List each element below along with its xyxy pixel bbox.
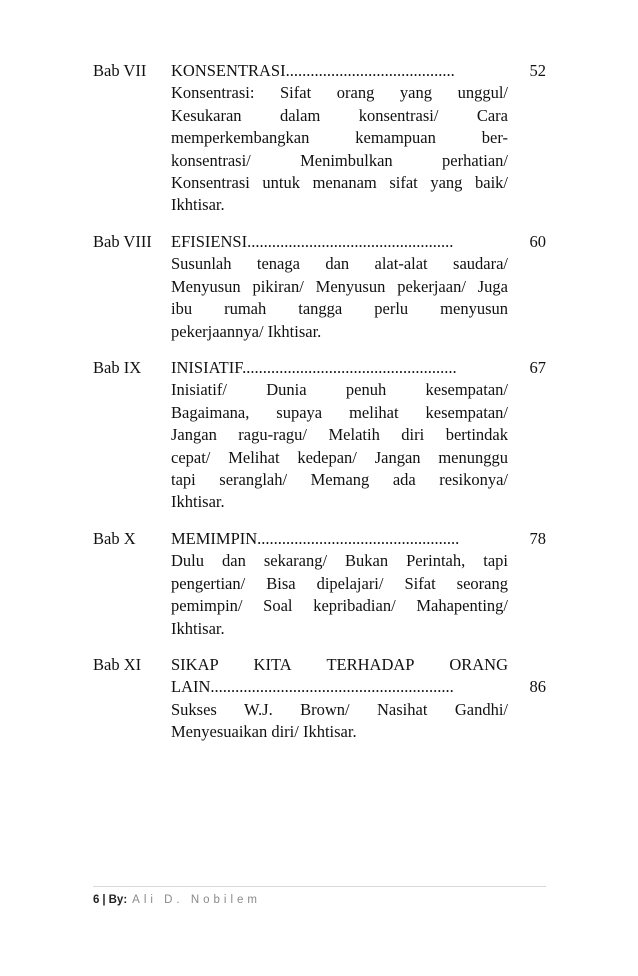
description-line: cepat/ Melihat kedepan/ Jangan menunggu [171,447,508,467]
description-line: pemimpin/ Soal kepribadian/ Mahapenting/ [171,596,508,616]
chapter-number: Bab IX [93,358,142,377]
chapter-number: Bab VII [93,61,147,80]
page-number: 52 [529,61,546,80]
chapter-number: Bab VIII [93,232,152,251]
description-line: memperkembangkan kemampuan ber- [171,128,508,148]
description-line: Jangan ragu-ragu/ Melatih diri bertindak [171,425,508,445]
description-line: Konsentrasi untuk menanam sifat yang baik/ [171,173,508,193]
chapter-description [171,82,508,216]
description-line: Dulu dan sekarang/ Bukan Perintah, tapi [171,551,508,571]
description-line: Ikhtisar. [171,195,225,215]
description-line: Ikhtisar. [171,618,225,638]
chapter-title [171,654,508,676]
description-line: Bagaimana, supaya melihat kesempatan/ [171,402,508,422]
footer-divider [93,886,546,887]
description-line: ibu rumah tangga perlu menyusun [171,299,508,319]
footer-page-number: 6 [93,894,100,906]
page-number: 78 [529,529,546,548]
footer-separator: | [102,894,106,906]
chapter-title: EFISIENSI.................................................. [171,232,454,251]
description-line: Menyusun pikiran/ Menyusun pekerjaan/ Juga [171,276,508,296]
description-line: tapi seranglah/ Memang ada resikonya/ [171,470,508,490]
footer-by-label: By: [108,894,128,906]
description-line: Konsentrasi: Sifat orang yang unggul/ [171,83,508,103]
description-line: Susunlah tenaga dan alat-alat saudara/ [171,254,508,274]
description-line: konsentrasi/ Menimbulkan perhatian/ [171,150,508,170]
description-line: Sukses W.J. Brown/ Nasihat Gandhi/ [171,699,508,719]
chapter-number: Bab X [93,529,136,548]
chapter-description [171,253,508,343]
description-line: Kesukaran dalam konsentrasi/ Cara [171,105,508,125]
chapter-description [171,379,508,513]
page-footer [93,892,261,908]
footer-author: Ali D. Nobilem [132,894,262,906]
title-word: SIKAP [171,655,219,674]
page-number: 86 [529,677,546,697]
title-word: KITA [253,655,292,674]
chapter-description [171,699,508,744]
chapter-title: MEMIMPIN................................................. [171,529,460,548]
description-line: pengertian/ Bisa dipelajari/ Sifat seorang [171,573,508,593]
description-line: Ikhtisar. [171,492,225,512]
title-word: ORANG [449,655,508,674]
chapter-number: Bab XI [93,655,142,674]
title-word: TERHADAP [326,655,415,674]
page-number: 60 [529,232,546,251]
page-number: 67 [529,358,546,377]
description-line: Inisiatif/ Dunia penuh kesempatan/ [171,380,508,400]
description-line: Menyesuaikan diri/ Ikhtisar. [171,722,357,742]
chapter-title-continued: LAIN........................................................... [171,677,454,697]
chapter-title: INISIATIF.................................................... [171,358,457,377]
chapter-title: KONSENTRASI......................................... [171,61,455,80]
description-line: pekerjaannya/ Ikhtisar. [171,321,322,341]
chapter-description [171,550,508,640]
